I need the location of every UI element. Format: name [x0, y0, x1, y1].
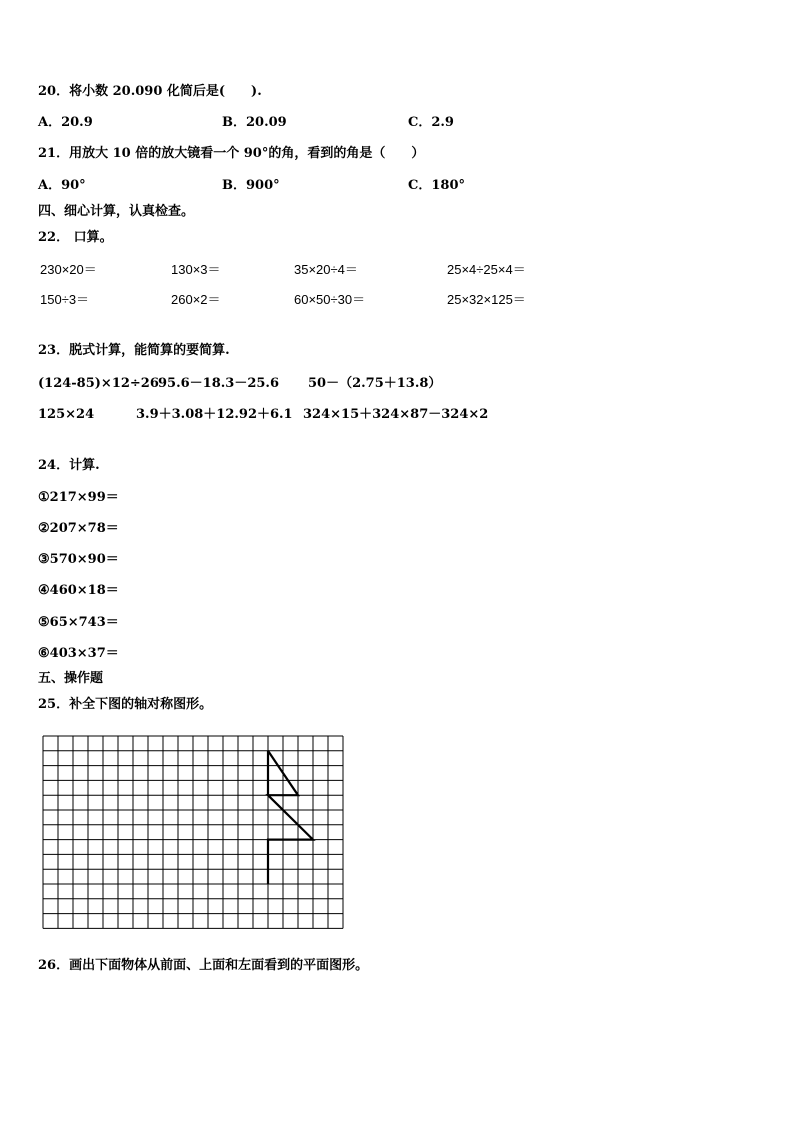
q26-stem: 26．画出下面物体从前面、上面和左面看到的平面图形。: [38, 958, 369, 973]
q24-item-6: ⑥403×37＝: [38, 646, 119, 661]
q22-mental-2: 130×3＝: [171, 262, 221, 277]
q22-mental-3: 35×20÷4＝: [294, 262, 358, 277]
q24-stem: 24．计算.: [38, 458, 100, 473]
q24-item-2: ②207×78＝: [38, 521, 119, 536]
q23-expr-2: 95.6－18.3－25.6: [158, 376, 279, 391]
q25-stem: 25．补全下图的轴对称图形。: [38, 697, 213, 712]
q22-mental-1: 230×20＝: [40, 262, 97, 277]
q23-expr-1: (124-85)×12÷26: [38, 376, 159, 391]
q21-option-b: B．900°: [222, 178, 280, 193]
q23-stem: 23．脱式计算，能简算的要简算.: [38, 343, 230, 358]
section-4-heading: 四、细心计算，认真检查。: [38, 204, 195, 219]
q22-mental-8: 25×32×125＝: [447, 292, 526, 307]
half-figure-outline: [268, 751, 313, 884]
q20-stem: 20．将小数 20.090 化简后是( ).: [38, 84, 262, 99]
q20-option-a: A．20.9: [38, 115, 93, 130]
q22-mental-6: 260×2＝: [171, 292, 221, 307]
q23-expr-4: 125×24: [38, 407, 95, 422]
q22-mental-4: 25×4÷25×4＝: [447, 262, 526, 277]
q24-item-3: ③570×90＝: [38, 552, 119, 567]
q21-option-a: A．90°: [38, 178, 86, 193]
q23-expr-5: 3.9＋3.08＋12.92＋6.1: [136, 407, 293, 422]
q21-option-c: C．180°: [408, 178, 465, 193]
q22-mental-7: 60×50÷30＝: [294, 292, 366, 307]
q22-stem: 22． 口算。: [38, 230, 113, 245]
q23-expr-6: 324×15＋324×87－324×2: [303, 407, 489, 422]
q24-item-1: ①217×99＝: [38, 490, 119, 505]
symmetry-grid[interactable]: [42, 735, 346, 931]
q20-option-b: B．20.09: [222, 115, 287, 130]
section-5-heading: 五、操作题: [38, 671, 104, 686]
q23-expr-3: 50－（2.75＋13.8）: [308, 376, 442, 391]
q24-item-4: ④460×18＝: [38, 583, 119, 598]
q20-option-c: C．2.9: [408, 115, 454, 130]
q24-item-5: ⑤65×743＝: [38, 615, 119, 630]
q22-mental-5: 150÷3＝: [40, 292, 90, 307]
q21-stem: 21．用放大 10 倍的放大镜看一个 90°的角，看到的角是（ ）: [38, 146, 425, 161]
